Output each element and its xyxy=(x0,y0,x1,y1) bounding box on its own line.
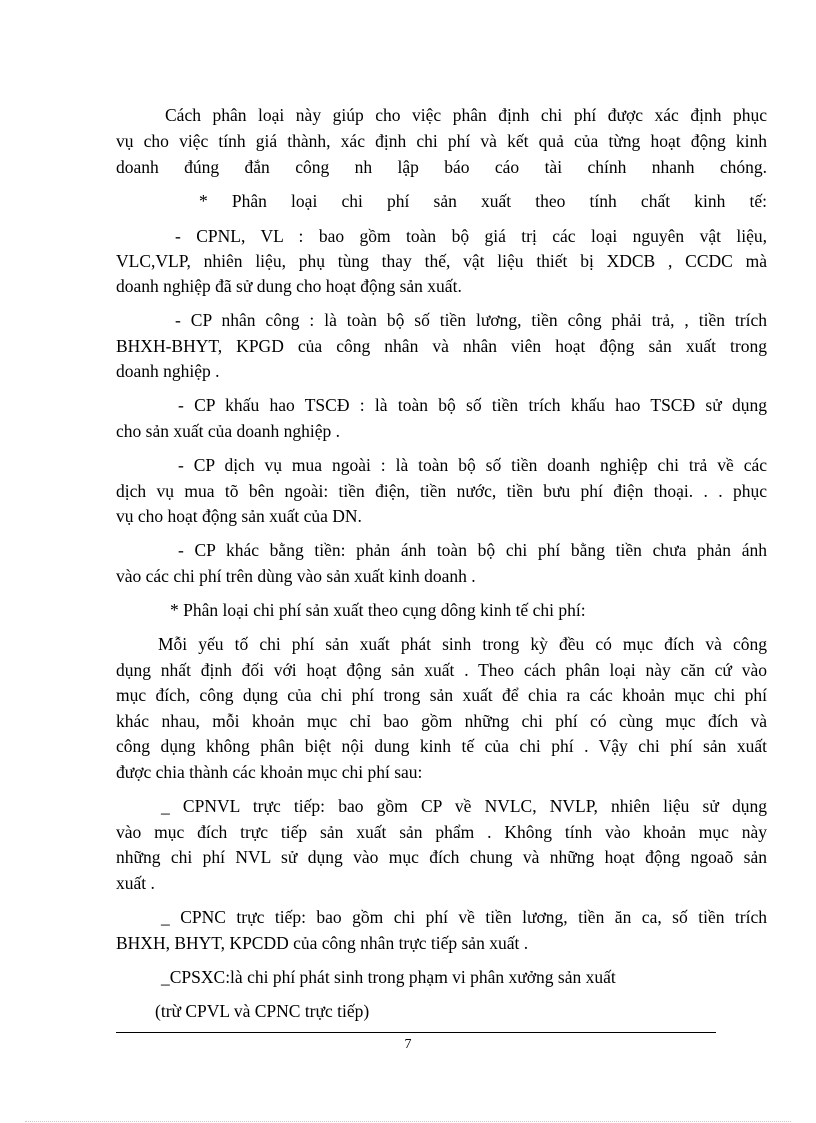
text-line: - CP khác bằng tiền: phản ánh toàn bộ chi phí bằng tiền chưa phản ánh xyxy=(178,540,767,560)
text-line: được chia thành các khoản mục chi phí sau: xyxy=(116,762,423,782)
text-line: vào các chi phí trên dùng vào sản xuất kinh doanh . xyxy=(116,566,476,586)
text-line: Cách phân loại này giúp cho việc phân định chi phí được xác định phục xyxy=(165,105,767,125)
text-line: công dụng không phân biệt nội dung kinh tế của chi phí . Vậy chi phí sản xuất xyxy=(116,736,767,756)
text-line: vào mục đích trực tiếp sản xuất sản phẩm . Không tính vào khoản mục này xyxy=(116,822,767,842)
text-line: - CP dịch vụ mua ngoài : là toàn bộ số tiền doanh nghiệp chi trả về các xyxy=(178,455,767,475)
text-line: VLC,VLP, nhiên liệu, phụ tùng thay thế, vật liệu thiết bị XDCB , CCDC mà xyxy=(116,251,767,271)
page-number: 7 xyxy=(404,1037,412,1052)
text-line: - CP nhân công : là toàn bộ số tiền lương, tiền công phải trả, , tiền trích xyxy=(175,310,767,330)
text-line: doanh đúng đắn công nh lập báo cáo tài chính nhanh chóng. xyxy=(116,157,767,177)
text-line: BHXH, BHYT, KPCDD của công nhân trực tiếp sản xuất . xyxy=(116,933,529,953)
footer-divider xyxy=(116,1032,716,1033)
text-line: Mỗi yếu tố chi phí sản xuất phát sinh trong kỳ đều có mục đích và công xyxy=(158,634,767,654)
text-line: _ CPNVL trực tiếp: bao gồm CP về NVLC, NVLP, nhiên liệu sử dụng xyxy=(161,796,767,816)
text-line: xuất . xyxy=(116,873,155,893)
text-line: cho sản xuất của doanh nghiệp . xyxy=(116,421,341,441)
text-line: dụng nhất định đối với hoạt động sản xuất . Theo cách phân loại này căn cứ vào xyxy=(116,660,767,680)
text-line: doanh nghiệp . xyxy=(116,361,220,381)
page-bottom-dotted-line xyxy=(25,1121,791,1122)
text-line: * Phân loại chi phí sản xuất theo tính chất kinh tế: xyxy=(199,191,767,211)
text-line: * Phân loại chi phí sản xuất theo cụng dông kinh tế chi phí: xyxy=(170,600,586,620)
text-line: (trừ CPVL và CPNC trực tiếp) xyxy=(155,1001,370,1021)
text-line: _CPSXC:là chi phí phát sinh trong phạm vi phân xưởng sản xuất xyxy=(161,967,616,987)
text-line: vụ cho việc tính giá thành, xác định chi phí và kết quả của từng hoạt động kinh xyxy=(116,131,767,151)
text-line: dịch vụ mua tõ bên ngoài: tiền điện, tiền nước, tiền bưu phí điện thoại. . . phục xyxy=(116,481,767,501)
text-line: những chi phí NVL sử dụng vào mục đích chung và những hoạt động ngoaõ sản xyxy=(116,847,767,867)
text-line: - CP khấu hao TSCĐ : là toàn bộ số tiền trích khấu hao TSCĐ sử dụng xyxy=(178,395,767,415)
text-line: khác nhau, mỗi khoản mục chỉ bao gồm những chi phí có cùng mục đích và xyxy=(116,711,767,731)
text-line: vụ cho hoạt động sản xuất của DN. xyxy=(116,506,362,526)
text-line: mục đích, công dụng của chi phí trong sản xuất để chia ra các khoản mục chi phí xyxy=(116,685,767,705)
text-line: _ CPNC trực tiếp: bao gồm chi phí về tiền lương, tiền ăn ca, số tiền trích xyxy=(161,907,767,927)
text-line: - CPNL, VL : bao gồm toàn bộ giá trị các loại nguyên vật liệu, xyxy=(175,226,767,246)
text-line: BHXH-BHYT, KPGD của công nhân và nhân viên hoạt động sản xuất trong xyxy=(116,336,767,356)
text-line: doanh nghiệp đã sử dung cho hoạt động sản xuất. xyxy=(116,276,462,296)
